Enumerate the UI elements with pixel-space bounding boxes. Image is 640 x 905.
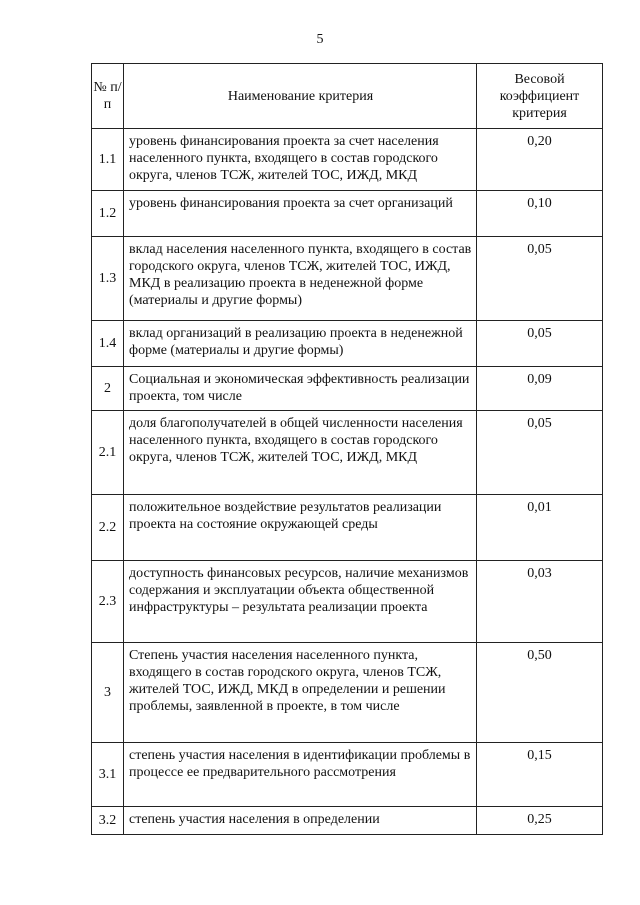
row-num: 1.2	[92, 191, 124, 237]
row-num: 2.2	[92, 495, 124, 561]
row-weight: 0,05	[477, 411, 603, 495]
table-row	[92, 367, 603, 411]
row-num: 2	[92, 367, 124, 411]
row-weight: 0,05	[477, 237, 603, 321]
table-header-row	[92, 64, 603, 129]
table-row	[92, 495, 603, 561]
row-weight: 0,05	[477, 321, 603, 367]
header-num: № п/п	[92, 64, 124, 129]
row-name: степень участия населения в определении	[124, 807, 477, 835]
row-name: степень участия населения в идентификации проблемы в процессе ее предварительного рассмотрения	[124, 743, 477, 807]
row-weight: 0,20	[477, 129, 603, 191]
page-number: 5	[316, 32, 324, 47]
row-num: 3.1	[92, 743, 124, 807]
table-row	[92, 321, 603, 367]
row-num: 1.1	[92, 129, 124, 191]
row-weight: 0,03	[477, 561, 603, 643]
row-weight: 0,25	[477, 807, 603, 835]
row-weight: 0,50	[477, 643, 603, 743]
row-num: 1.3	[92, 237, 124, 321]
header-weight: Весовой коэффициент критерия	[477, 64, 603, 129]
table-row	[92, 411, 603, 495]
table-row	[92, 237, 603, 321]
table-row	[92, 643, 603, 743]
row-name: Степень участия населения населенного пункта, входящего в состав городского округа, членов ТСЖ, жителей ТОС, ИЖД, МКД в определении и решении проблемы, заявленной в проекте, в том числе	[124, 643, 477, 743]
row-num: 1.4	[92, 321, 124, 367]
criteria-table	[91, 63, 603, 835]
row-name: вклад организаций в реализацию проекта в неденежной форме (материалы и другие формы)	[124, 321, 477, 367]
table-row	[92, 561, 603, 643]
row-name: вклад населения населенного пункта, входящего в состав городского округа, членов ТСЖ, жителей ТОС, ИЖД, МКД в реализацию проекта в неденежной форме (материалы и другие формы)	[124, 237, 477, 321]
table-row	[92, 807, 603, 835]
row-weight: 0,01	[477, 495, 603, 561]
table-row	[92, 191, 603, 237]
row-name: Социальная и экономическая эффективность реализации проекта, том числе	[124, 367, 477, 411]
row-name: доступность финансовых ресурсов, наличие механизмов содержания и эксплуатации объекта общественной инфраструктуры – результата реализации проекта	[124, 561, 477, 643]
header-name: Наименование критерия	[124, 64, 477, 129]
row-num: 3	[92, 643, 124, 743]
row-num: 2.1	[92, 411, 124, 495]
row-name: положительное воздействие результатов реализации проекта на состояние окружающей среды	[124, 495, 477, 561]
table-row	[92, 743, 603, 807]
row-num: 2.3	[92, 561, 124, 643]
row-name: уровень финансирования проекта за счет организаций	[124, 191, 477, 237]
row-weight: 0,09	[477, 367, 603, 411]
row-weight: 0,10	[477, 191, 603, 237]
row-num: 3.2	[92, 807, 124, 835]
row-name: уровень финансирования проекта за счет населения населенного пункта, входящего в состав городского округа, членов ТСЖ, жителей ТОС, ИЖД, МКД	[124, 129, 477, 191]
table-row	[92, 129, 603, 191]
row-name: доля благополучателей в общей численности населения населенного пункта, входящего в состав городского округа, членов ТСЖ, жителей ТОС, ИЖД, МКД	[124, 411, 477, 495]
row-weight: 0,15	[477, 743, 603, 807]
